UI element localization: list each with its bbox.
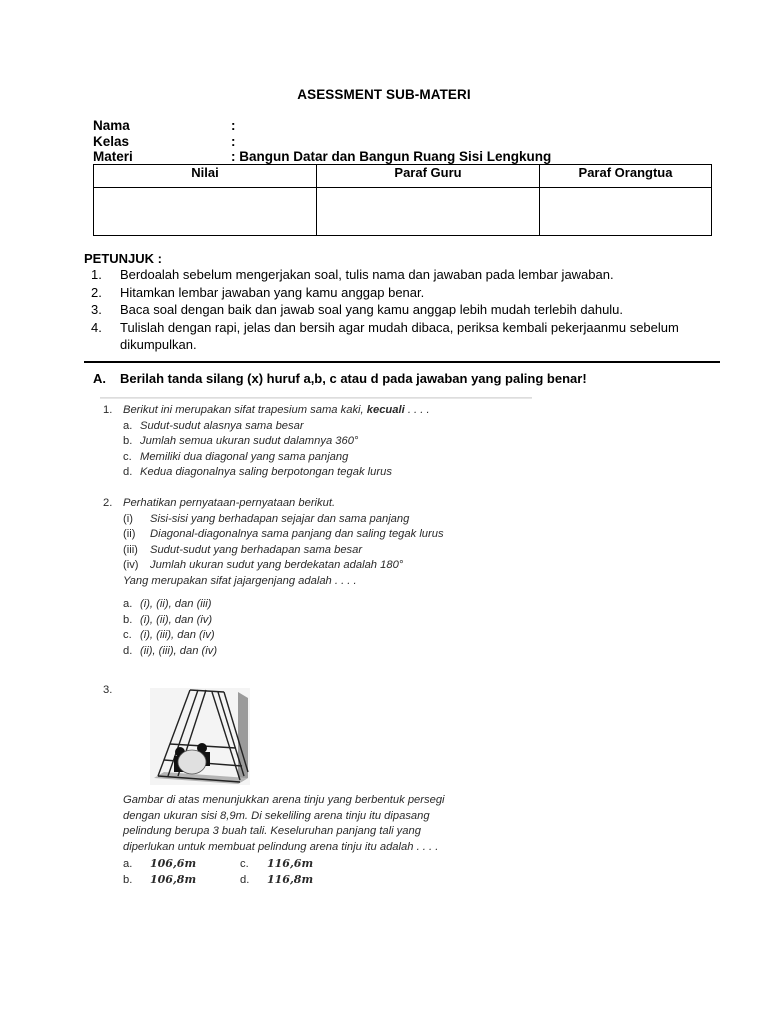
question-line: Gambar di atas menunjukkan arena tinju yang berbentuk persegi	[123, 794, 445, 806]
question-stem: Perhatikan pernyataan-pernyataan berikut.	[123, 497, 336, 509]
question-number: 1.	[103, 404, 113, 416]
instruction-item: 4. Tulislah dengan rapi, jelas dan bersih agar mudah dibaca, periksa kembali pekerjaanmu sebelum dikumpulkan.	[91, 319, 679, 352]
question-prompt: Yang merupakan sifat jajargenjang adalah . . . .	[123, 574, 357, 587]
keyword-kecuali: kecuali	[366, 404, 405, 416]
option-b[interactable]: b. Jumlah semua ukuran sudut dalamnya 360°	[123, 435, 359, 447]
option-a[interactable]: a. 106,6m	[123, 857, 197, 870]
question-line: pelindung berupa 3 buah tali. Keseluruhan panjang tali yang	[123, 825, 421, 837]
statement: (iv) Jumlah ukuran sudut yang berdekatan adalah 180°	[123, 559, 404, 571]
question-number: 3.	[103, 684, 113, 696]
boxing-ring-image	[150, 688, 250, 785]
option-a[interactable]: a. (i), (ii), dan (iii)	[123, 598, 212, 610]
option-d[interactable]: d. 116,8m	[240, 873, 314, 886]
question-3-text	[103, 793, 523, 893]
option-b[interactable]: b. 106,8m	[123, 873, 197, 886]
info-value: :	[231, 133, 236, 149]
grade-col-nilai: Nilai	[94, 165, 317, 188]
info-label: Kelas	[93, 133, 130, 149]
info-value: :	[231, 118, 236, 133]
scan-edge	[100, 397, 532, 399]
info-label: Nama	[93, 118, 130, 133]
option-c[interactable]: c. 116,6m	[240, 857, 314, 870]
question-line: dengan ukuran sisi 8,9m. Di sekeliling arena tinju itu dipasang	[123, 809, 430, 822]
instruction-item: 3. Baca soal dengan baik dan jawab soal yang kamu anggap lebih mudah terlebih dahulu.	[91, 302, 624, 317]
info-row-nama	[93, 118, 551, 134]
page-title: ASESSMENT SUB-MATERI	[297, 87, 471, 102]
section-letter: A.	[93, 371, 106, 386]
grade-cell-paraf-guru	[317, 188, 540, 236]
statement: (ii) Diagonal-diagonalnya sama panjang dan saling tegak lurus	[123, 528, 444, 540]
instruction-item: 2. Hitamkan lembar jawaban yang kamu anggap benar.	[91, 284, 425, 300]
instructions-heading: PETUNJUK :	[84, 251, 163, 266]
grade-col-paraf-guru: Paraf Guru	[317, 165, 540, 188]
info-row-kelas	[93, 134, 551, 150]
grade-cell-nilai	[94, 188, 317, 236]
grade-col-paraf-orangtua: Paraf Orangtua	[540, 165, 712, 188]
instructions-list	[84, 266, 684, 354]
instruction-item: 1. Berdoalah sebelum mengerjakan soal, tulis nama dan jawaban pada lembar jawaban.	[91, 267, 614, 282]
option-b[interactable]: b. (i), (ii), dan (iv)	[123, 613, 213, 626]
option-c[interactable]: c. (i), (iii), dan (iv)	[123, 629, 215, 641]
option-d[interactable]: d. (ii), (iii), dan (iv)	[123, 644, 218, 657]
option-c[interactable]: c. Memiliki dua diagonal yang sama panjang	[123, 450, 349, 463]
statement: (i) Sisi-sisi yang berhadapan sejajar dan sama panjang	[123, 512, 410, 525]
section-instruction: Berilah tanda silang (x) huruf a,b, c atau d pada jawaban yang paling benar!	[120, 371, 587, 386]
option-a[interactable]: a. Sudut-sudut alasnya sama besar	[123, 419, 304, 432]
info-row-materi	[93, 149, 551, 165]
question-2	[103, 496, 523, 662]
info-label: Materi	[93, 149, 133, 164]
option-d[interactable]: d. Kedua diagonalnya saling berpotongan tegak lurus	[123, 466, 392, 478]
question-stem: Berikut ini merupakan sifat trapesium sama kaki, kecuali . . . .	[123, 404, 430, 416]
statement: (iii) Sudut-sudut yang berhadapan sama besar	[123, 543, 363, 556]
question-line: diperlukan untuk membuat pelindung arena tinju itu adalah . . . .	[123, 840, 439, 853]
section-a-heading	[93, 371, 587, 386]
student-info	[93, 118, 551, 165]
question-number: 2.	[103, 497, 113, 509]
info-value: : Bangun Datar dan Bangun Ruang Sisi Lengkung	[231, 149, 552, 164]
grade-cell-paraf-orangtua	[540, 188, 712, 236]
question-1	[103, 403, 523, 483]
section-divider	[84, 361, 720, 363]
grade-table	[93, 164, 712, 236]
